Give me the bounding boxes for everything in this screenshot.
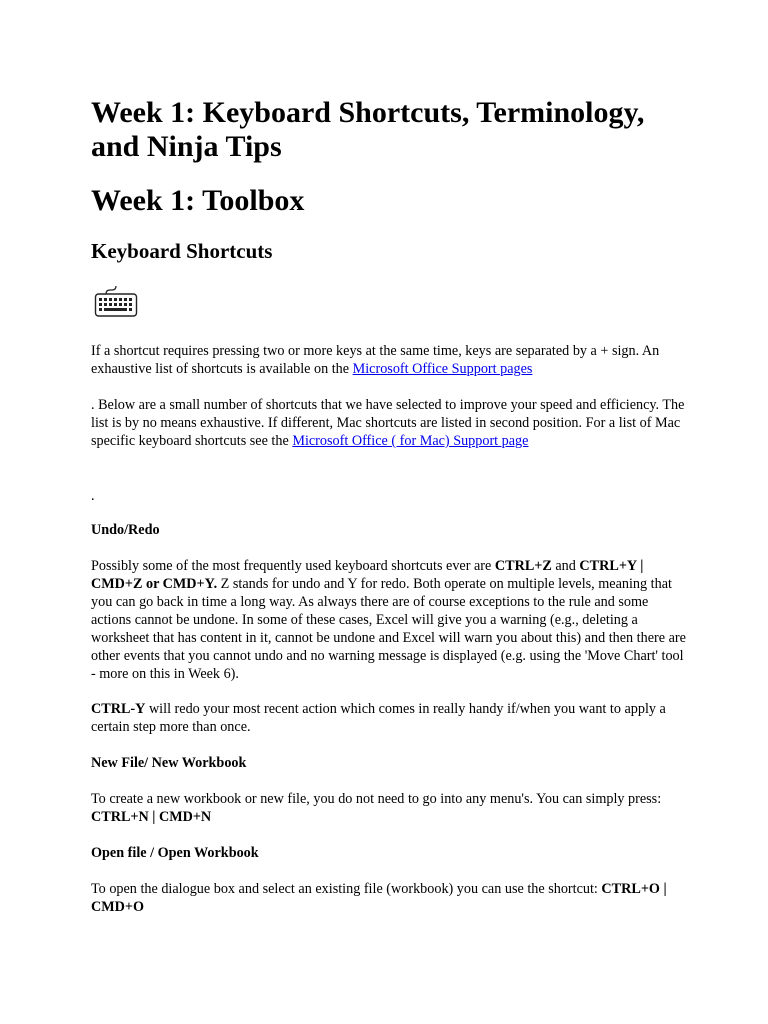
section-heading: Keyboard Shortcuts: [91, 239, 273, 263]
keyboard-icon: [94, 284, 138, 323]
new-file-paragraph: [91, 790, 691, 826]
undo-redo-paragraph: [91, 557, 691, 683]
undo-text-3: Z stands for undo and Y for redo. Both operate on multiple levels, meaning that you can go back in time a long way. As always there are of course exceptions to the rule and some actions cannot be undone. In some of these cases, Excel will give you a warning (e.g., deleting a worksheet that has content in it, cannot be undone and Excel will warn you about this) and then there are other events that you cannot undo and no warning message is displayed (e.g. using the 'Move Chart' tool - more on this in Week 6).: [91, 576, 686, 682]
new-file-shortcut: CTRL+N | CMD+N: [91, 809, 212, 825]
redo-paragraph: [91, 700, 691, 736]
ctrl-y-shortcut: CTRL-Y: [91, 701, 146, 717]
undo-text-2: and: [551, 558, 580, 574]
open-file-paragraph: [91, 880, 691, 916]
separator-dot: .: [91, 488, 95, 504]
intro-text: If a shortcut requires pressing two or more keys at the same time, keys are separated by a + sign. An exhaustive list of shortcuts is available on the: [91, 343, 660, 377]
intro-paragraph: [91, 342, 691, 378]
ctrl-y-cmd-shortcut: CTRL+Y | CMD+Z or CMD+Y.: [91, 558, 644, 592]
ctrl-z-shortcut: CTRL+Z: [494, 558, 552, 574]
new-file-heading: New File/ New Workbook: [91, 755, 247, 771]
open-file-shortcut: CTRL+O | CMD+O: [91, 881, 667, 915]
open-file-text: To open the dialogue box and select an existing file (workbook) you can use the shortcut:: [91, 881, 602, 897]
shortcuts-intro-paragraph: [91, 396, 691, 450]
open-file-heading: Open file / Open Workbook: [91, 845, 259, 861]
redo-text: will redo your most recent action which comes in really handy if/when you want to apply a certain step more than once.: [91, 701, 666, 735]
shortcuts-intro-text: . Below are a small number of shortcuts that we have selected to improve your speed and efficiency. The list is by no means exhaustive. If different, Mac shortcuts are listed in second position. For a list of Mac specific keyboard shortcuts see the: [91, 397, 685, 449]
mac-support-link[interactable]: Microsoft Office ( for Mac) Support page: [292, 433, 529, 449]
new-file-text: To create a new workbook or new file, you do not need to go into any menu's. You can simply press:: [91, 791, 662, 807]
toolbox-heading: Week 1: Toolbox: [91, 184, 305, 217]
page-title: Week 1: Keyboard Shortcuts, Terminology, and Ninja Tips: [91, 96, 645, 163]
undo-redo-heading: Undo/Redo: [91, 522, 160, 538]
undo-text-1: Possibly some of the most frequently used keyboard shortcuts ever are: [91, 558, 495, 574]
office-support-link[interactable]: Microsoft Office Support pages: [352, 361, 533, 377]
